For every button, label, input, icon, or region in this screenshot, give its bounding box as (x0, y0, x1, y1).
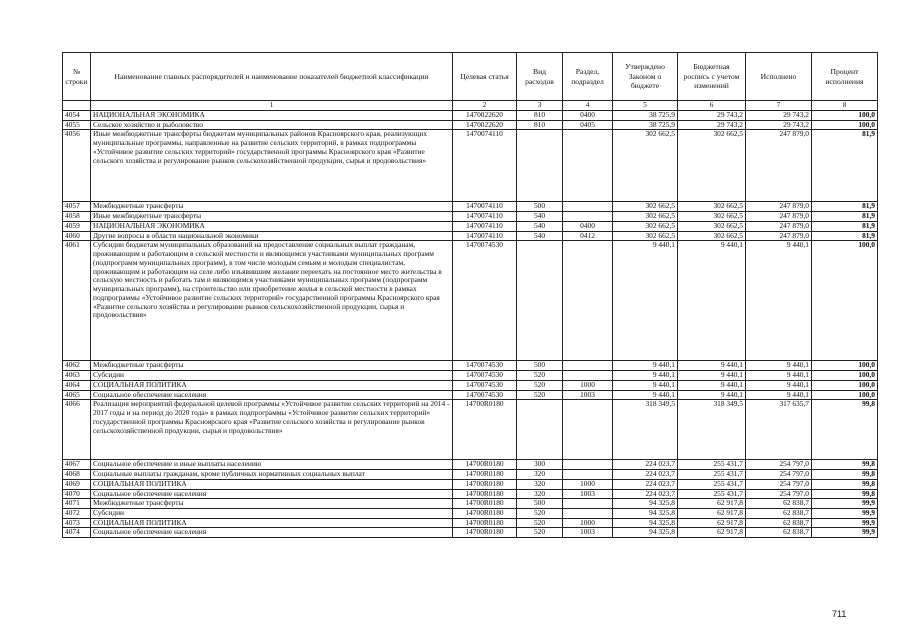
execution-percent: 99,8 (812, 489, 878, 499)
table-row (63, 470, 878, 480)
expense-type: 520 (517, 371, 563, 381)
section-code: 1003 (563, 390, 613, 400)
table-row (63, 479, 878, 489)
target-article: 14700R0180 (453, 509, 517, 519)
expense-type (517, 400, 563, 460)
table-row (63, 241, 878, 361)
row-name: Социальное обеспечение населения (91, 528, 453, 538)
executed-amount: 254 797,0 (746, 460, 812, 470)
table-row (63, 509, 878, 519)
row-name: Социальные выплаты гражданам, кроме публичных нормативных социальных выплат (91, 470, 453, 480)
header-target-article: Целевая статья (453, 53, 517, 101)
table-row (63, 111, 878, 121)
execution-percent: 81,9 (812, 202, 878, 212)
table-row (63, 130, 878, 202)
target-article: 14700R0180 (453, 489, 517, 499)
schedule-amount: 255 431,7 (678, 460, 746, 470)
execution-percent: 99,9 (812, 528, 878, 538)
approved-amount: 94 325,8 (613, 509, 678, 519)
section-code: 0405 (563, 120, 613, 130)
target-article: 1470074110 (453, 130, 517, 202)
target-article: 14700R0180 (453, 499, 517, 509)
target-article: 1470022620 (453, 120, 517, 130)
section-code (563, 130, 613, 202)
schedule-amount: 62 917,8 (678, 499, 746, 509)
schedule-amount: 9 440,1 (678, 361, 746, 371)
column-number: 6 (678, 101, 746, 111)
row-name: Реализация мероприятий федеральной целевой программы «Устойчивое развитие сельских территорий на 2014 - 2017 годы и на период до 2020 года» в рамках подпрограммы «Устойчивое развитие сельских территорий» государственной программы Красноярского края «Развитие сельского хозяйства и регулирование рынков сельскохозяйственной продукции, сырья и продовольствия» (91, 400, 453, 460)
column-number-row (63, 101, 878, 111)
table-row (63, 212, 878, 222)
header-percent: Процент исполнения (812, 53, 878, 101)
expense-type (517, 241, 563, 361)
target-article: 1470074110 (453, 221, 517, 231)
table-body (63, 111, 878, 538)
table-row (63, 518, 878, 528)
target-article: 14700R0180 (453, 470, 517, 480)
schedule-amount: 302 662,5 (678, 212, 746, 222)
executed-amount: 9 440,1 (746, 361, 812, 371)
executed-amount: 254 797,0 (746, 479, 812, 489)
approved-amount: 302 662,5 (613, 202, 678, 212)
schedule-amount: 302 662,5 (678, 231, 746, 241)
section-code: 1003 (563, 489, 613, 499)
section-code: 0412 (563, 231, 613, 241)
row-name: Субсидии (91, 371, 453, 381)
row-number: 4068 (63, 470, 91, 480)
schedule-amount: 9 440,1 (678, 371, 746, 381)
row-name: СОЦИАЛЬНАЯ ПОЛИТИКА (91, 479, 453, 489)
row-number: 4065 (63, 390, 91, 400)
target-article: 1470074530 (453, 390, 517, 400)
execution-percent: 100,0 (812, 380, 878, 390)
execution-percent: 100,0 (812, 120, 878, 130)
target-article: 14700R0180 (453, 400, 517, 460)
schedule-amount: 255 431,7 (678, 470, 746, 480)
expense-type: 520 (517, 509, 563, 519)
row-number: 4072 (63, 509, 91, 519)
schedule-amount: 62 917,8 (678, 528, 746, 538)
table-row (63, 489, 878, 499)
section-code (563, 371, 613, 381)
approved-amount: 94 325,8 (613, 528, 678, 538)
header-expense-type: Вид расходов (517, 53, 563, 101)
target-article: 1470074110 (453, 212, 517, 222)
execution-percent: 100,0 (812, 361, 878, 371)
row-number: 4073 (63, 518, 91, 528)
section-code: 1000 (563, 380, 613, 390)
approved-amount: 224 023,7 (613, 479, 678, 489)
row-number: 4074 (63, 528, 91, 538)
column-number: 7 (746, 101, 812, 111)
section-code (563, 470, 613, 480)
approved-amount: 224 023,7 (613, 460, 678, 470)
executed-amount: 254 797,0 (746, 470, 812, 480)
row-number: 4063 (63, 371, 91, 381)
column-number: 3 (517, 101, 563, 111)
row-name: Иные межбюджетные трансферты (91, 212, 453, 222)
section-code: 1000 (563, 518, 613, 528)
executed-amount: 9 440,1 (746, 390, 812, 400)
row-number: 4067 (63, 460, 91, 470)
row-number: 4056 (63, 130, 91, 202)
row-number: 4059 (63, 221, 91, 231)
approved-amount: 224 023,7 (613, 470, 678, 480)
row-name: Социальное обеспечение населения (91, 489, 453, 499)
execution-percent: 99,8 (812, 479, 878, 489)
approved-amount: 9 440,1 (613, 241, 678, 361)
schedule-amount: 255 431,7 (678, 479, 746, 489)
header-approved: Утверждено Законом о бюджете (613, 53, 678, 101)
schedule-amount: 62 917,8 (678, 509, 746, 519)
expense-type: 810 (517, 120, 563, 130)
column-number: 5 (613, 101, 678, 111)
schedule-amount: 302 662,5 (678, 221, 746, 231)
row-name: Межбюджетные трансферты (91, 499, 453, 509)
approved-amount: 94 325,8 (613, 499, 678, 509)
row-number: 4062 (63, 361, 91, 371)
approved-amount: 9 440,1 (613, 380, 678, 390)
executed-amount: 247 879,0 (746, 231, 812, 241)
table-row (63, 120, 878, 130)
expense-type: 540 (517, 231, 563, 241)
section-code (563, 361, 613, 371)
expense-type: 520 (517, 518, 563, 528)
execution-percent: 99,9 (812, 509, 878, 519)
row-name: СОЦИАЛЬНАЯ ПОЛИТИКА (91, 518, 453, 528)
schedule-amount: 9 440,1 (678, 241, 746, 361)
execution-percent: 81,9 (812, 221, 878, 231)
target-article: 1470074530 (453, 361, 517, 371)
executed-amount: 62 838,7 (746, 499, 812, 509)
expense-type: 300 (517, 460, 563, 470)
section-code: 1003 (563, 528, 613, 538)
schedule-amount: 255 431,7 (678, 489, 746, 499)
table-row (63, 528, 878, 538)
execution-percent: 81,9 (812, 212, 878, 222)
table-row (63, 221, 878, 231)
section-code: 0400 (563, 111, 613, 121)
target-article: 14700R0180 (453, 479, 517, 489)
schedule-amount: 302 662,5 (678, 202, 746, 212)
execution-percent: 100,0 (812, 371, 878, 381)
section-code: 1000 (563, 479, 613, 489)
approved-amount: 302 662,5 (613, 130, 678, 202)
row-name: Межбюджетные трансферты (91, 202, 453, 212)
executed-amount: 62 838,7 (746, 518, 812, 528)
executed-amount: 9 440,1 (746, 380, 812, 390)
row-number: 4055 (63, 120, 91, 130)
schedule-amount: 29 743,2 (678, 120, 746, 130)
execution-percent: 99,9 (812, 499, 878, 509)
approved-amount: 302 662,5 (613, 231, 678, 241)
expense-type: 520 (517, 380, 563, 390)
executed-amount: 29 743,2 (746, 111, 812, 121)
row-number: 4057 (63, 202, 91, 212)
execution-percent: 99,9 (812, 518, 878, 528)
target-article: 14700R0180 (453, 528, 517, 538)
row-name: Социальное обеспечение населения (91, 390, 453, 400)
budget-execution-table (62, 52, 878, 538)
approved-amount: 302 662,5 (613, 212, 678, 222)
row-name: Иные межбюджетные трансферты бюджетам муниципальных районов Красноярского края, реализующих муниципальные программы, направленные на развитие сельских территорий, в рамках подпрограммы «Устойчивое развитие сельских территорий» государственной программы Красноярского края «Развитие сельского хозяйства и регулирование рынков сельскохозяйственной продукции, сырья и продовольствия» (91, 130, 453, 202)
row-number: 4064 (63, 380, 91, 390)
expense-type: 540 (517, 212, 563, 222)
approved-amount: 38 725,9 (613, 120, 678, 130)
expense-type: 540 (517, 221, 563, 231)
table-row (63, 390, 878, 400)
section-code: 0400 (563, 221, 613, 231)
executed-amount: 62 838,7 (746, 509, 812, 519)
expense-type: 500 (517, 202, 563, 212)
executed-amount: 9 440,1 (746, 241, 812, 361)
column-number: 1 (91, 101, 453, 111)
target-article: 1470074110 (453, 231, 517, 241)
execution-percent: 99,8 (812, 460, 878, 470)
executed-amount: 247 879,0 (746, 202, 812, 212)
table-row (63, 400, 878, 460)
table-row (63, 499, 878, 509)
row-number: 4066 (63, 400, 91, 460)
row-name: Другие вопросы в области национальной экономики (91, 231, 453, 241)
approved-amount: 9 440,1 (613, 371, 678, 381)
row-name: СОЦИАЛЬНАЯ ПОЛИТИКА (91, 380, 453, 390)
schedule-amount: 62 917,8 (678, 518, 746, 528)
row-number: 4060 (63, 231, 91, 241)
section-code (563, 499, 613, 509)
expense-type (517, 130, 563, 202)
execution-percent: 100,0 (812, 111, 878, 121)
approved-amount: 94 325,8 (613, 518, 678, 528)
approved-amount: 302 662,5 (613, 221, 678, 231)
row-name: Субсидии (91, 509, 453, 519)
column-number (63, 101, 91, 111)
header-section: Раздел, подраздел (563, 53, 613, 101)
row-name: Социальное обеспечение и иные выплаты населению (91, 460, 453, 470)
section-code (563, 241, 613, 361)
expense-type: 500 (517, 499, 563, 509)
target-article: 14700R0180 (453, 518, 517, 528)
executed-amount: 317 635,7 (746, 400, 812, 460)
header-row-number: № строки (63, 53, 91, 101)
executed-amount: 9 440,1 (746, 371, 812, 381)
section-code (563, 460, 613, 470)
row-name: НАЦИОНАЛЬНАЯ ЭКОНОМИКА (91, 221, 453, 231)
execution-percent: 81,9 (812, 130, 878, 202)
page-number: 711 (832, 609, 847, 619)
row-name: НАЦИОНАЛЬНАЯ ЭКОНОМИКА (91, 111, 453, 121)
schedule-amount: 29 743,2 (678, 111, 746, 121)
expense-type: 500 (517, 361, 563, 371)
header-executed: Исполнено (746, 53, 812, 101)
header-budget-schedule: Бюджетная роспись с учетом изменений (678, 53, 746, 101)
table-row (63, 460, 878, 470)
schedule-amount: 9 440,1 (678, 380, 746, 390)
schedule-amount: 318 349,5 (678, 400, 746, 460)
row-number: 4058 (63, 212, 91, 222)
expense-type: 520 (517, 390, 563, 400)
target-article: 1470074110 (453, 202, 517, 212)
executed-amount: 247 879,0 (746, 221, 812, 231)
row-name: Сельское хозяйство и рыболовство (91, 120, 453, 130)
execution-percent: 100,0 (812, 241, 878, 361)
executed-amount: 29 743,2 (746, 120, 812, 130)
table-row (63, 361, 878, 371)
expense-type: 320 (517, 479, 563, 489)
expense-type: 520 (517, 528, 563, 538)
target-article: 1470074530 (453, 371, 517, 381)
execution-percent: 100,0 (812, 390, 878, 400)
row-name: Субсидии бюджетам муниципальных образований на предоставление социальных выплат гражданам, проживающим и работающим в сельской местности и являющимся участниками муниципальных программ (подпрограмм муниципальных программ), в том числе молодым семьям и молодым специалистам, проживающим и работающим на селе либо изъявившим желание переехать на постоянное место жительства в сельскую местность и работать там и являющимся участниками муниципальных программ (подпрограмм муниципальных программ), на строительство или приобретение жилья в сельской местности в рамках подпрограммы «Устойчивое развитие сельских территорий» государственной программы Красноярского края «Развитие сельского хозяйства и регулирование рынков сельскохозяйственной продукции, сырья и продовольствия» (91, 241, 453, 361)
schedule-amount: 302 662,5 (678, 130, 746, 202)
table-row (63, 202, 878, 212)
target-article: 1470074530 (453, 380, 517, 390)
column-number: 8 (812, 101, 878, 111)
expense-type: 810 (517, 111, 563, 121)
approved-amount: 9 440,1 (613, 361, 678, 371)
section-code (563, 212, 613, 222)
target-article: 14700R0180 (453, 460, 517, 470)
executed-amount: 62 838,7 (746, 528, 812, 538)
executed-amount: 254 797,0 (746, 489, 812, 499)
section-code (563, 202, 613, 212)
table-row (63, 231, 878, 241)
section-code (563, 400, 613, 460)
row-name: Межбюджетные трансферты (91, 361, 453, 371)
approved-amount: 318 349,5 (613, 400, 678, 460)
approved-amount: 9 440,1 (613, 390, 678, 400)
executed-amount: 247 879,0 (746, 212, 812, 222)
column-number: 4 (563, 101, 613, 111)
column-number: 2 (453, 101, 517, 111)
section-code (563, 509, 613, 519)
expense-type: 320 (517, 470, 563, 480)
table-row (63, 371, 878, 381)
approved-amount: 224 023,7 (613, 489, 678, 499)
row-number: 4054 (63, 111, 91, 121)
header-row (63, 53, 878, 101)
header-name: Наименование главных распорядителей и наименование показателей бюджетной классификации (91, 53, 453, 101)
schedule-amount: 9 440,1 (678, 390, 746, 400)
executed-amount: 247 879,0 (746, 130, 812, 202)
execution-percent: 99,8 (812, 400, 878, 460)
execution-percent: 81,9 (812, 231, 878, 241)
table-row (63, 380, 878, 390)
row-number: 4069 (63, 479, 91, 489)
expense-type: 320 (517, 489, 563, 499)
row-number: 4071 (63, 499, 91, 509)
approved-amount: 38 725,9 (613, 111, 678, 121)
row-number: 4070 (63, 489, 91, 499)
row-number: 4061 (63, 241, 91, 361)
target-article: 1470022620 (453, 111, 517, 121)
execution-percent: 99,8 (812, 470, 878, 480)
target-article: 1470074530 (453, 241, 517, 361)
